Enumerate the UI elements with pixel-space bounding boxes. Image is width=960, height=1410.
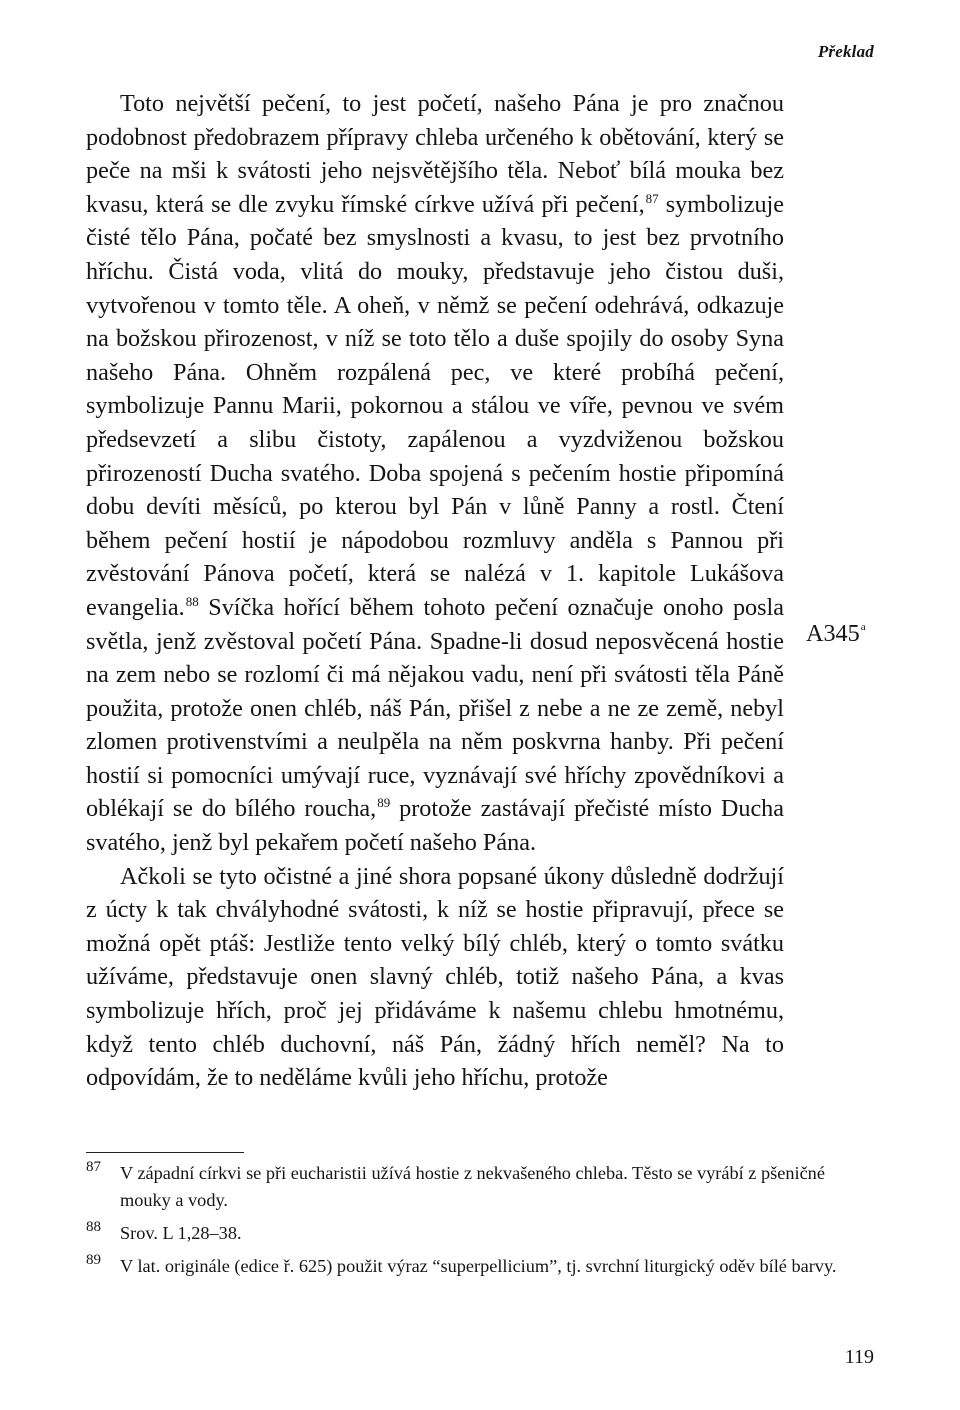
footnote-ref-88[interactable]: 88 — [185, 593, 199, 609]
footnote-divider — [86, 1152, 244, 1153]
footnote-ref-89[interactable]: 89 — [377, 795, 391, 811]
paragraph-1 — [86, 87, 784, 860]
footnote-text: Srov. L 1,28–38. — [120, 1223, 242, 1243]
footnote-text: V lat. originále (edice ř. 625) použit výraz “superpellicium”, tj. svrchní liturgický oděv bílé barvy. — [120, 1256, 837, 1276]
margin-reference-sup: a — [860, 621, 866, 633]
footnote-number: 88 — [86, 1219, 101, 1235]
footnote-number: 89 — [86, 1252, 101, 1268]
paragraph-2 — [86, 860, 784, 1095]
text-run: Toto největší pečení, to jest početí, našeho Pána je pro značnou podobnost předobrazem přípravy chleba určeného k obětování, který se peče na mši k svátosti jeho nejsvětějšího těla. Neboť bílá mouka bez kvasu, která se dle zvyku římské církve užívá při pečení, — [86, 90, 784, 218]
footnote-number: 87 — [86, 1159, 101, 1175]
margin-reference-label: A345 — [806, 620, 860, 647]
running-head: Překlad — [817, 42, 874, 61]
margin-reference — [806, 617, 866, 651]
footnote-text: V západní církvi se při eucharistii užívá hostie z nekvašeného chleba. Těsto se vyrábí z pšeničné mouky a vody. — [120, 1163, 825, 1210]
footnote-ref-87[interactable]: 87 — [645, 190, 659, 206]
footnote-88 — [86, 1220, 876, 1247]
footnotes — [86, 1160, 876, 1286]
text-run: Svíčka hořící během tohoto pečení označuje onoho posla světla, jenž zvěstoval početí Pána. Spadne-li dosud neposvěcená hostie na zem nebo se rozlomí či má nějakou vadu, není při svátosti těla Páně použita, protože onen chléb, náš Pán, přišel z nebe a ne ze země, nebyl zlomen protivenstvími a neulpěla na něm poskvrna hanby. Při pečení hostií si pomocníci umývají ruce, vyznávají své hříchy zpovědníkovi a oblékají se do bílého roucha, — [86, 593, 784, 823]
main-text — [86, 87, 784, 1095]
text-run: Ačkoli se tyto očistné a jiné shora popsané úkony důsledně dodržují z úcty k tak chvályhodné svátosti, k níž se hostie připravují, přece se možná opět ptáš: Jestliže tento velký bílý chléb, který o tomto svátku užíváme, představuje onen slavný chléb, totiž našeho Pána, a kvas symbolizuje hřích, proč jej přidáváme k našemu chlebu hmotnému, když tento chléb duchovní, náš Pán, žádný hřích neměl? Na to odpovídám, že to neděláme kvůli jeho hříchu, protože — [86, 862, 784, 1092]
text-run: protože zastávají přečisté místo Ducha svatého, jenž byl pekařem početí našeho Pána. — [86, 795, 785, 857]
footnote-87 — [86, 1160, 876, 1214]
page-number: 119 — [844, 1346, 874, 1368]
footnote-89 — [86, 1253, 876, 1280]
text-run: symbolizuje čisté tělo Pána, počaté bez smyslnosti a kvasu, to jest bez prvotního hříchu. Čistá voda, vlitá do mouky, představuje jeho čistou duši, vytvořenou v tomto těle. A oheň, v němž se pečení odehrává, odkazuje na božskou přirozenost, v níž se toto tělo a duše spojily do osoby Syna našeho Pána. Ohněm rozpálená pec, ve které probíhá pečení, symbolizuje Pannu Marii, pokornou a stálou ve víře, pevnou ve svém předsevzetí a slibu čistoty, zapálenou a vyzdviženou božskou přirozeností Ducha svatého. Doba spojená s pečením hostie připomíná dobu devíti měsíců, po kterou byl Pán v lůně Panny a rostl. Čtení během pečení hostií je nápodobou rozmluvy anděla s Pannou při zvěstování Pánova početí, která se nalézá v 1. kapitole Lukášova evangelia. — [86, 190, 785, 621]
